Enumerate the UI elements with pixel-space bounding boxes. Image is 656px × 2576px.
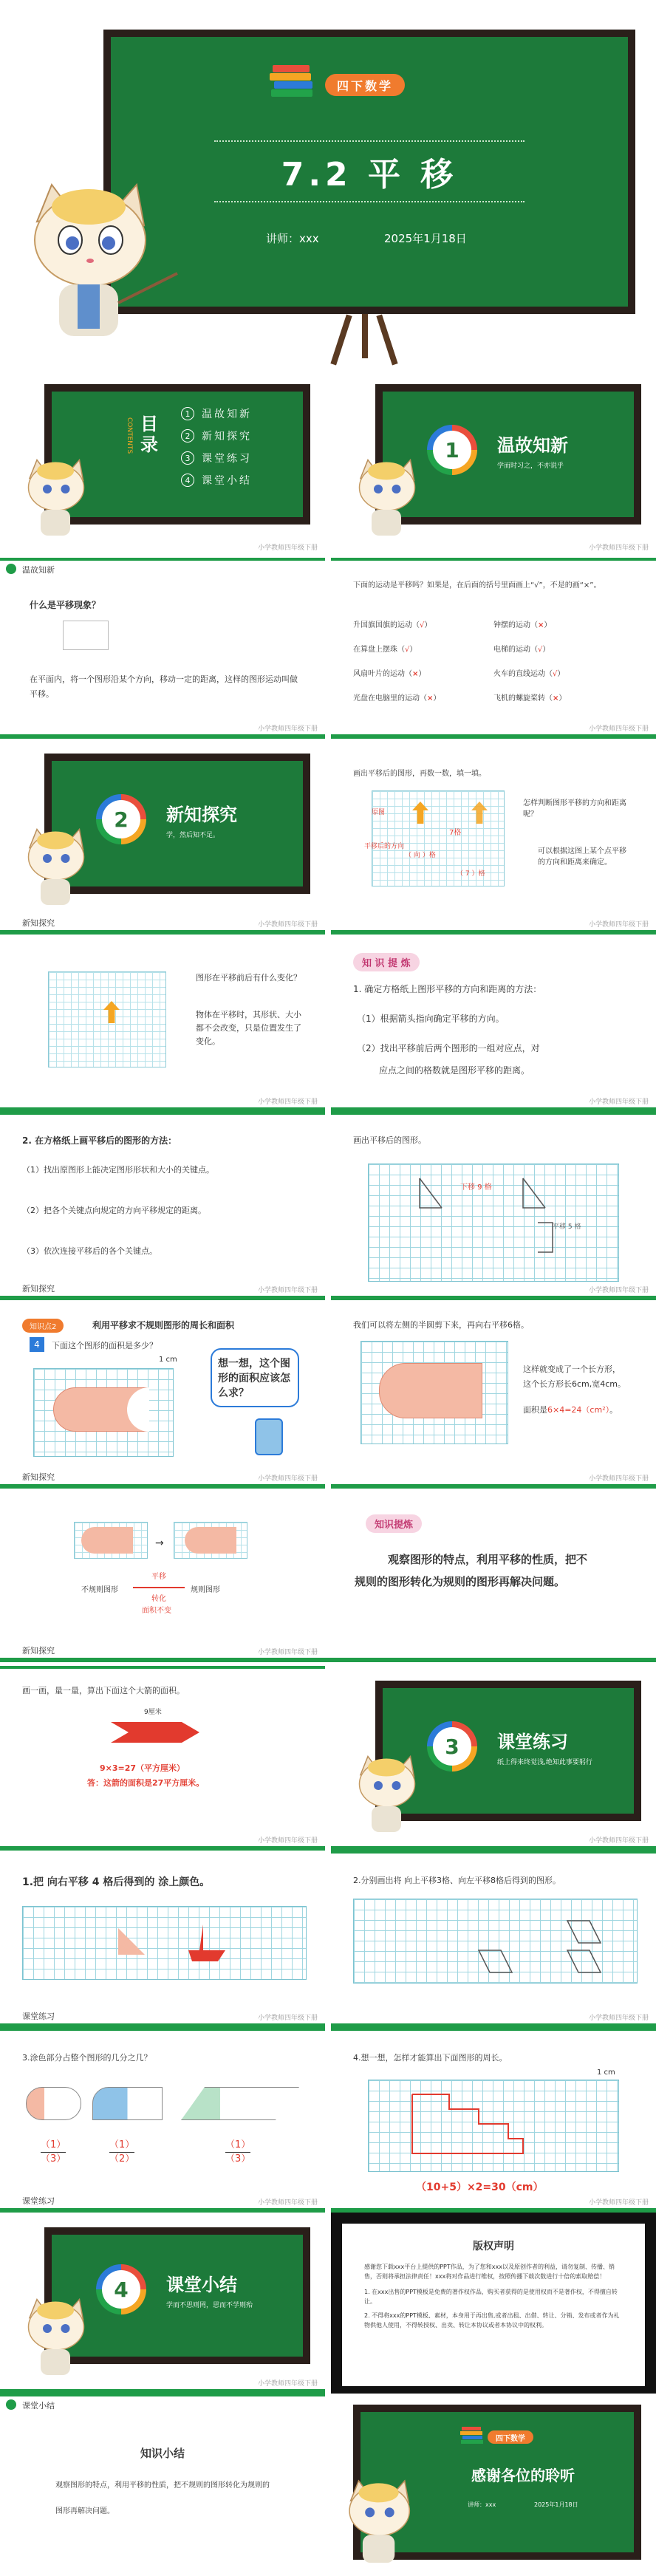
- books-icon: [270, 65, 317, 98]
- change-question: 图形在平移前后有什么变化？: [196, 973, 301, 983]
- header-bar: [0, 1666, 325, 1669]
- section-number-badge: 1: [427, 425, 477, 475]
- stair-shape: [368, 2080, 619, 2172]
- slide-method-summary-1: [331, 935, 656, 1112]
- method-step: （2）找出平移前后两个图形的一组对应点，对: [357, 1043, 540, 1053]
- easel-leg: [376, 314, 397, 365]
- slide-footer: 课堂练习 小学教师四年级下册: [0, 2009, 325, 2028]
- section-number-badge: 3: [427, 1721, 477, 1772]
- flow-label: 转化: [151, 1595, 166, 1603]
- area-calculation: 9×3=27（平方厘米）: [100, 1763, 185, 1773]
- thought-bubble: 想一想，这个图形的面积应该怎么求？: [211, 1348, 299, 1407]
- header-bar: [331, 558, 656, 561]
- unit-label: 1 cm: [159, 1356, 177, 1364]
- solution-intro: 我们可以将左侧的半圆剪下来，再向右平移6格。: [353, 1320, 529, 1330]
- contents-item[interactable]: 3 课堂练习: [181, 451, 252, 465]
- contents-item[interactable]: 1 温故知新: [181, 406, 252, 421]
- area-question: 下面这个图形的面积是多少？: [52, 1341, 157, 1350]
- slide-translation-change: [0, 935, 325, 1112]
- teacher-name: 讲师：xxx: [266, 232, 319, 245]
- copyright-text: 2. 不得将xxx的PPT模板、素材，本身用于再出售,或者出租、出借、转让、分销、发布或者作为礼物供他人使用，不得转授权、出卖、转让本协议或者本协议中的权利。: [364, 2312, 620, 2329]
- method-title: 2. 在方格纸上画平移后的图形的方法：: [22, 1135, 177, 1146]
- cat-teacher-illustration: [335, 2475, 431, 2571]
- slide-draw-translated: [331, 1112, 656, 1300]
- exercise-question: 1.把 向右平移 4 格后得到的 涂上颜色。: [22, 1876, 211, 1888]
- fraction-answer: （1） （2）: [109, 2139, 135, 2165]
- section-subtitle: 纸上得来终觉浅,绝知此事要躬行: [497, 1759, 592, 1766]
- subject-badge: 四下数学: [325, 74, 405, 96]
- grid-diagram: [48, 971, 166, 1067]
- fraction-answer: （1） （3）: [225, 2139, 251, 2165]
- date: 2025年1月18日: [534, 2501, 578, 2508]
- slide-cover: [0, 0, 656, 369]
- cat-teacher-illustration: [7, 177, 185, 347]
- exercise-question: 4.想一想，怎样才能算出下面图形的周长。: [353, 2053, 508, 2063]
- copyright-panel: [342, 2224, 645, 2386]
- slide-translation-judge: [331, 558, 656, 739]
- summary-text: 观察图形的特点，利用平移的性质，把不规则的图形转化为规则的: [55, 2481, 270, 2490]
- slide-section-4: [0, 2213, 325, 2394]
- header-bar: [331, 1112, 656, 1115]
- rectangle-shape: [379, 1363, 482, 1418]
- summary-text: 规则的图形转化为规则的图形再解决问题。: [355, 1575, 566, 1588]
- section-title: 温故知新: [497, 435, 568, 456]
- section-icon: [6, 564, 16, 574]
- contents-item[interactable]: 4 课堂小结: [181, 473, 252, 488]
- method-step: （3）依次连接平移后的各个关键点。: [22, 1246, 157, 1256]
- slide-footer: 小学教师四年级下册: [0, 2374, 325, 2394]
- judgement-item[interactable]: 钟摆的运动（×）: [493, 621, 552, 629]
- judgement-item[interactable]: 风扇叶片的运动（×）: [353, 670, 426, 678]
- fill-distance: （ 7 ）格: [457, 870, 485, 878]
- slide-footer: 新知探究 小学教师四年级下册: [0, 915, 325, 935]
- method-step: （1）找出原图形上能决定图形形状和大小的关键点。: [22, 1165, 214, 1175]
- shape-green-trapezoid: [181, 2087, 299, 2120]
- slide-method-summary-2: [0, 1112, 325, 1300]
- slide-footer: 小学教师四年级下册: [331, 1831, 656, 1851]
- method-step: 应点之间的格数就是图形平移的距离。: [379, 1065, 530, 1076]
- slide-copyright: [331, 2213, 656, 2394]
- contents-subhead: CONTENTS: [126, 417, 133, 454]
- copyright-text: 1. 在xxx出售的PPT模板是免费的著作权作品，购买者获得的是使用权而不是著作权，不得擅自转让。: [364, 2289, 618, 2305]
- judgement-list: [353, 618, 649, 703]
- section-number-badge: 2: [96, 794, 146, 844]
- slide-footer: 小学教师四年级下册: [331, 1469, 656, 1489]
- dotted-divider: [214, 201, 525, 202]
- parallelogram-shapes: [353, 1899, 638, 1984]
- section-subtitle: 学而不思则罔，思而不学则殆: [166, 2302, 253, 2309]
- flow-arrow: [133, 1587, 185, 1588]
- move-label: 下移 9 格: [460, 1183, 492, 1192]
- summary-text: 观察图形的特点，利用平移的性质，把不: [388, 1553, 588, 1566]
- perimeter-answer: （10+5）×2=30（cm）: [416, 2182, 544, 2193]
- section-number-badge: 4: [96, 2264, 146, 2314]
- label-direction: 平移后的方向: [364, 843, 405, 850]
- section-icon: [6, 2399, 16, 2410]
- section-label: 温故知新: [22, 565, 55, 575]
- knowledge-tag: 知 识 提 炼: [353, 953, 420, 971]
- slide-footer: 小学教师四年级下册: [331, 2009, 656, 2028]
- contents-heading: 目录: [140, 414, 158, 455]
- judgement-item[interactable]: 飞机的螺旋桨转（×）: [493, 694, 567, 703]
- slide-transform-summary: [0, 1489, 656, 1662]
- question-text: 什么是平移现象？: [30, 600, 101, 610]
- slide-area-solution: [331, 1300, 656, 1489]
- flow-label: 面积不变: [142, 1607, 171, 1615]
- move-label: 平移 5 格: [553, 1223, 581, 1231]
- section-title: 新知探究: [166, 804, 237, 825]
- contents-list: [181, 406, 252, 488]
- method-step: （1）根据箭头指向确定平移的方向。: [357, 1014, 505, 1024]
- cat-teacher-illustration: [346, 1751, 434, 1839]
- slide-footer: 新知探究 小学教师四年级下册: [0, 1469, 325, 1489]
- exercise-intro: 画出平移后的图形，再数一数，填一填。: [353, 770, 486, 778]
- easel-leg: [362, 314, 368, 358]
- rectangle-shape: [185, 1527, 236, 1554]
- section-subtitle: 学，然后知不足。: [166, 832, 220, 839]
- slide-thanks: [331, 2394, 656, 2576]
- lesson-title: 7.2 平 移: [281, 156, 458, 194]
- thanks-title: 感谢各位的聆听: [471, 2467, 575, 2484]
- section-title: 课堂小结: [166, 2275, 237, 2295]
- method-step: （2）把各个关键点向规定的方向平移规定的距离。: [22, 1206, 206, 1215]
- section-subtitle: 学而时习之，不亦说乎: [497, 462, 564, 470]
- dotted-divider: [214, 140, 525, 142]
- date: 2025年1月18日: [384, 232, 467, 245]
- subject-badge: 四下数学: [488, 2430, 533, 2444]
- cat-teacher-illustration: [15, 2294, 103, 2382]
- slide-footer: 小学教师四年级下册: [0, 720, 325, 739]
- slide-section-1: [331, 373, 656, 558]
- area-answer: 答：这箭的面积是27平方厘米。: [87, 1778, 205, 1788]
- slide-exercise-3: [0, 2028, 325, 2213]
- books-icon: [460, 2427, 484, 2445]
- exercise-intro: 画一画，量一量，算出下面这个大箭的面积。: [22, 1686, 185, 1695]
- slide-exercise-4: [331, 2028, 656, 2213]
- slide-footer: 新知探究 小学教师四年级下册: [0, 1643, 656, 1662]
- change-answer: 物体在平移时，其形状、大小都不会改变，只是位置发生了变化。: [196, 1010, 301, 1046]
- judgement-item[interactable]: 光盘在电脑里的运动（×）: [353, 694, 441, 703]
- header-bar: [331, 2028, 656, 2031]
- slide-irregular-area: [0, 1300, 325, 1489]
- thought-question: 怎样判断图形平移的方向和距离呢？: [523, 799, 626, 819]
- translated-shapes: [368, 1164, 619, 1282]
- width-label: 9厘米: [144, 1709, 162, 1716]
- copyright-text: 感谢您下载xxx平台上提供的PPT作品，为了您和xxx以及原创作者的利益，请勿复制、传播、销售，否则将承担法律责任！xxx将对作品进行维权，按照传播下载次数进行十倍的索取赔偿！: [364, 2264, 615, 2280]
- shape-circle-halves: [26, 2087, 81, 2120]
- slide-arrow-area: [0, 1666, 325, 1851]
- solution-text: 这个长方形长6cm,宽4cm。: [523, 1379, 626, 1389]
- judgement-item[interactable]: 升国旗国旗的运动（√）: [353, 621, 432, 629]
- arrow-icon: →: [155, 1537, 164, 1549]
- slide-contents: [0, 373, 325, 558]
- slide-footer: 小学教师四年级下册: [331, 720, 656, 739]
- slide-footer: 课堂练习 小学教师四年级下册: [0, 2193, 325, 2213]
- teacher-name: 讲师：xxx: [468, 2501, 496, 2508]
- slide-exercise-1: [0, 1851, 325, 2028]
- slide-footer: 小学教师四年级下册: [331, 1093, 656, 1112]
- irregular-shape: [81, 1527, 133, 1554]
- flow-label: 平移: [151, 1573, 166, 1581]
- slide-footer: 小学教师四年级下册: [0, 1093, 325, 1112]
- summary-text: 图形再解决问题。: [55, 2507, 115, 2515]
- summary-title: 知识小结: [140, 2447, 185, 2460]
- cat-teacher-illustration: [346, 454, 434, 543]
- cat-teacher-illustration: [15, 454, 103, 543]
- fraction-answer: （1） （3）: [41, 2139, 66, 2165]
- slide-footer: 小学教师四年级下册: [257, 544, 318, 552]
- header-bar: [0, 2394, 325, 2396]
- slide-footer: 小学教师四年级下册: [588, 544, 649, 552]
- slide-footer: 小学教师四年级下册: [331, 2193, 656, 2213]
- slide-footer: 新知探究 小学教师四年级下册: [0, 1281, 325, 1300]
- header-bar: [0, 2028, 325, 2031]
- judgement-item[interactable]: 电梯的运动（√）: [493, 646, 550, 654]
- question-number: 4: [30, 1337, 44, 1352]
- slide-footer: 小学教师四年级下册: [331, 915, 656, 935]
- knowledge-point-title: 利用平移求不规则图形的周长和面积: [92, 1320, 235, 1330]
- judgement-item[interactable]: 在算盘上摆珠（√）: [353, 646, 417, 654]
- judgement-item[interactable]: 火车的直线运动（√）: [493, 670, 565, 678]
- unit-label: 1 cm: [597, 2068, 615, 2077]
- fill-direction: （ 向 ）格: [405, 852, 436, 859]
- exercise-intro: 下面的运动是平移吗？如果是，在后面的括号里面画上“√”，不是的画“×”。: [353, 581, 601, 590]
- easel-leg: [330, 314, 352, 365]
- slide-section-2: [0, 739, 325, 935]
- contents-item[interactable]: 2 新知探究: [181, 428, 252, 443]
- method-title: 1. 确定方格纸上图形平移的方向和距离的方法：: [353, 984, 542, 994]
- calculator-mascot: [255, 1418, 283, 1455]
- shape-blue-semicircle: [92, 2087, 163, 2120]
- label-original: 原图: [372, 809, 386, 816]
- header-bar: [0, 1112, 325, 1115]
- slide-footer: 小学教师四年级下册: [0, 1831, 325, 1851]
- slide-review-definition: [0, 558, 325, 739]
- knowledge-point-badge: 知识点2: [22, 1319, 64, 1333]
- flow-label: 规则图形: [191, 1586, 220, 1594]
- example-picture-frame: [63, 621, 109, 650]
- cat-teacher-illustration: [15, 824, 103, 912]
- knowledge-tag: 知识提炼: [366, 1514, 422, 1533]
- definition-text: 在平面内，将一个图形沿某个方向，移动一定的距离，这样的图形运动叫做平移。: [30, 674, 298, 699]
- exercise-question: 3.涂色部分占整个图形的几分之几？: [22, 2053, 152, 2063]
- slide-footer: 小学教师四年级下册: [331, 1281, 656, 1300]
- header-bar: [331, 1851, 656, 1854]
- slide-exercise-2: [331, 1851, 656, 2028]
- slide-knowledge-summary: [0, 2394, 325, 2576]
- header-bar: [0, 558, 325, 561]
- flow-label: 不规则图形: [81, 1586, 118, 1594]
- slide-draw-and-count: [331, 739, 656, 935]
- solution-text: 这样就变成了一个长方形，: [523, 1364, 621, 1374]
- exercise-question: 2.分别画出将 向上平移3格、向左平移8格后得到的图形。: [353, 1876, 561, 1885]
- solution-area: 面积是6×4=24（cm²）。: [523, 1405, 618, 1415]
- exercise-intro: 画出平移后的图形。: [353, 1135, 426, 1145]
- distance-label: 7格: [449, 829, 462, 837]
- section-title: 课堂练习: [497, 1732, 568, 1752]
- grid-diagram: [22, 1906, 307, 1980]
- thought-answer: 可以根据这图上某个点平移的方向和距离来确定。: [538, 847, 626, 867]
- section-label: 课堂小结: [22, 2401, 55, 2411]
- copyright-title: 版权声明: [473, 2241, 514, 2252]
- arrow-shape: [111, 1718, 199, 1747]
- slide-section-3: [331, 1666, 656, 1851]
